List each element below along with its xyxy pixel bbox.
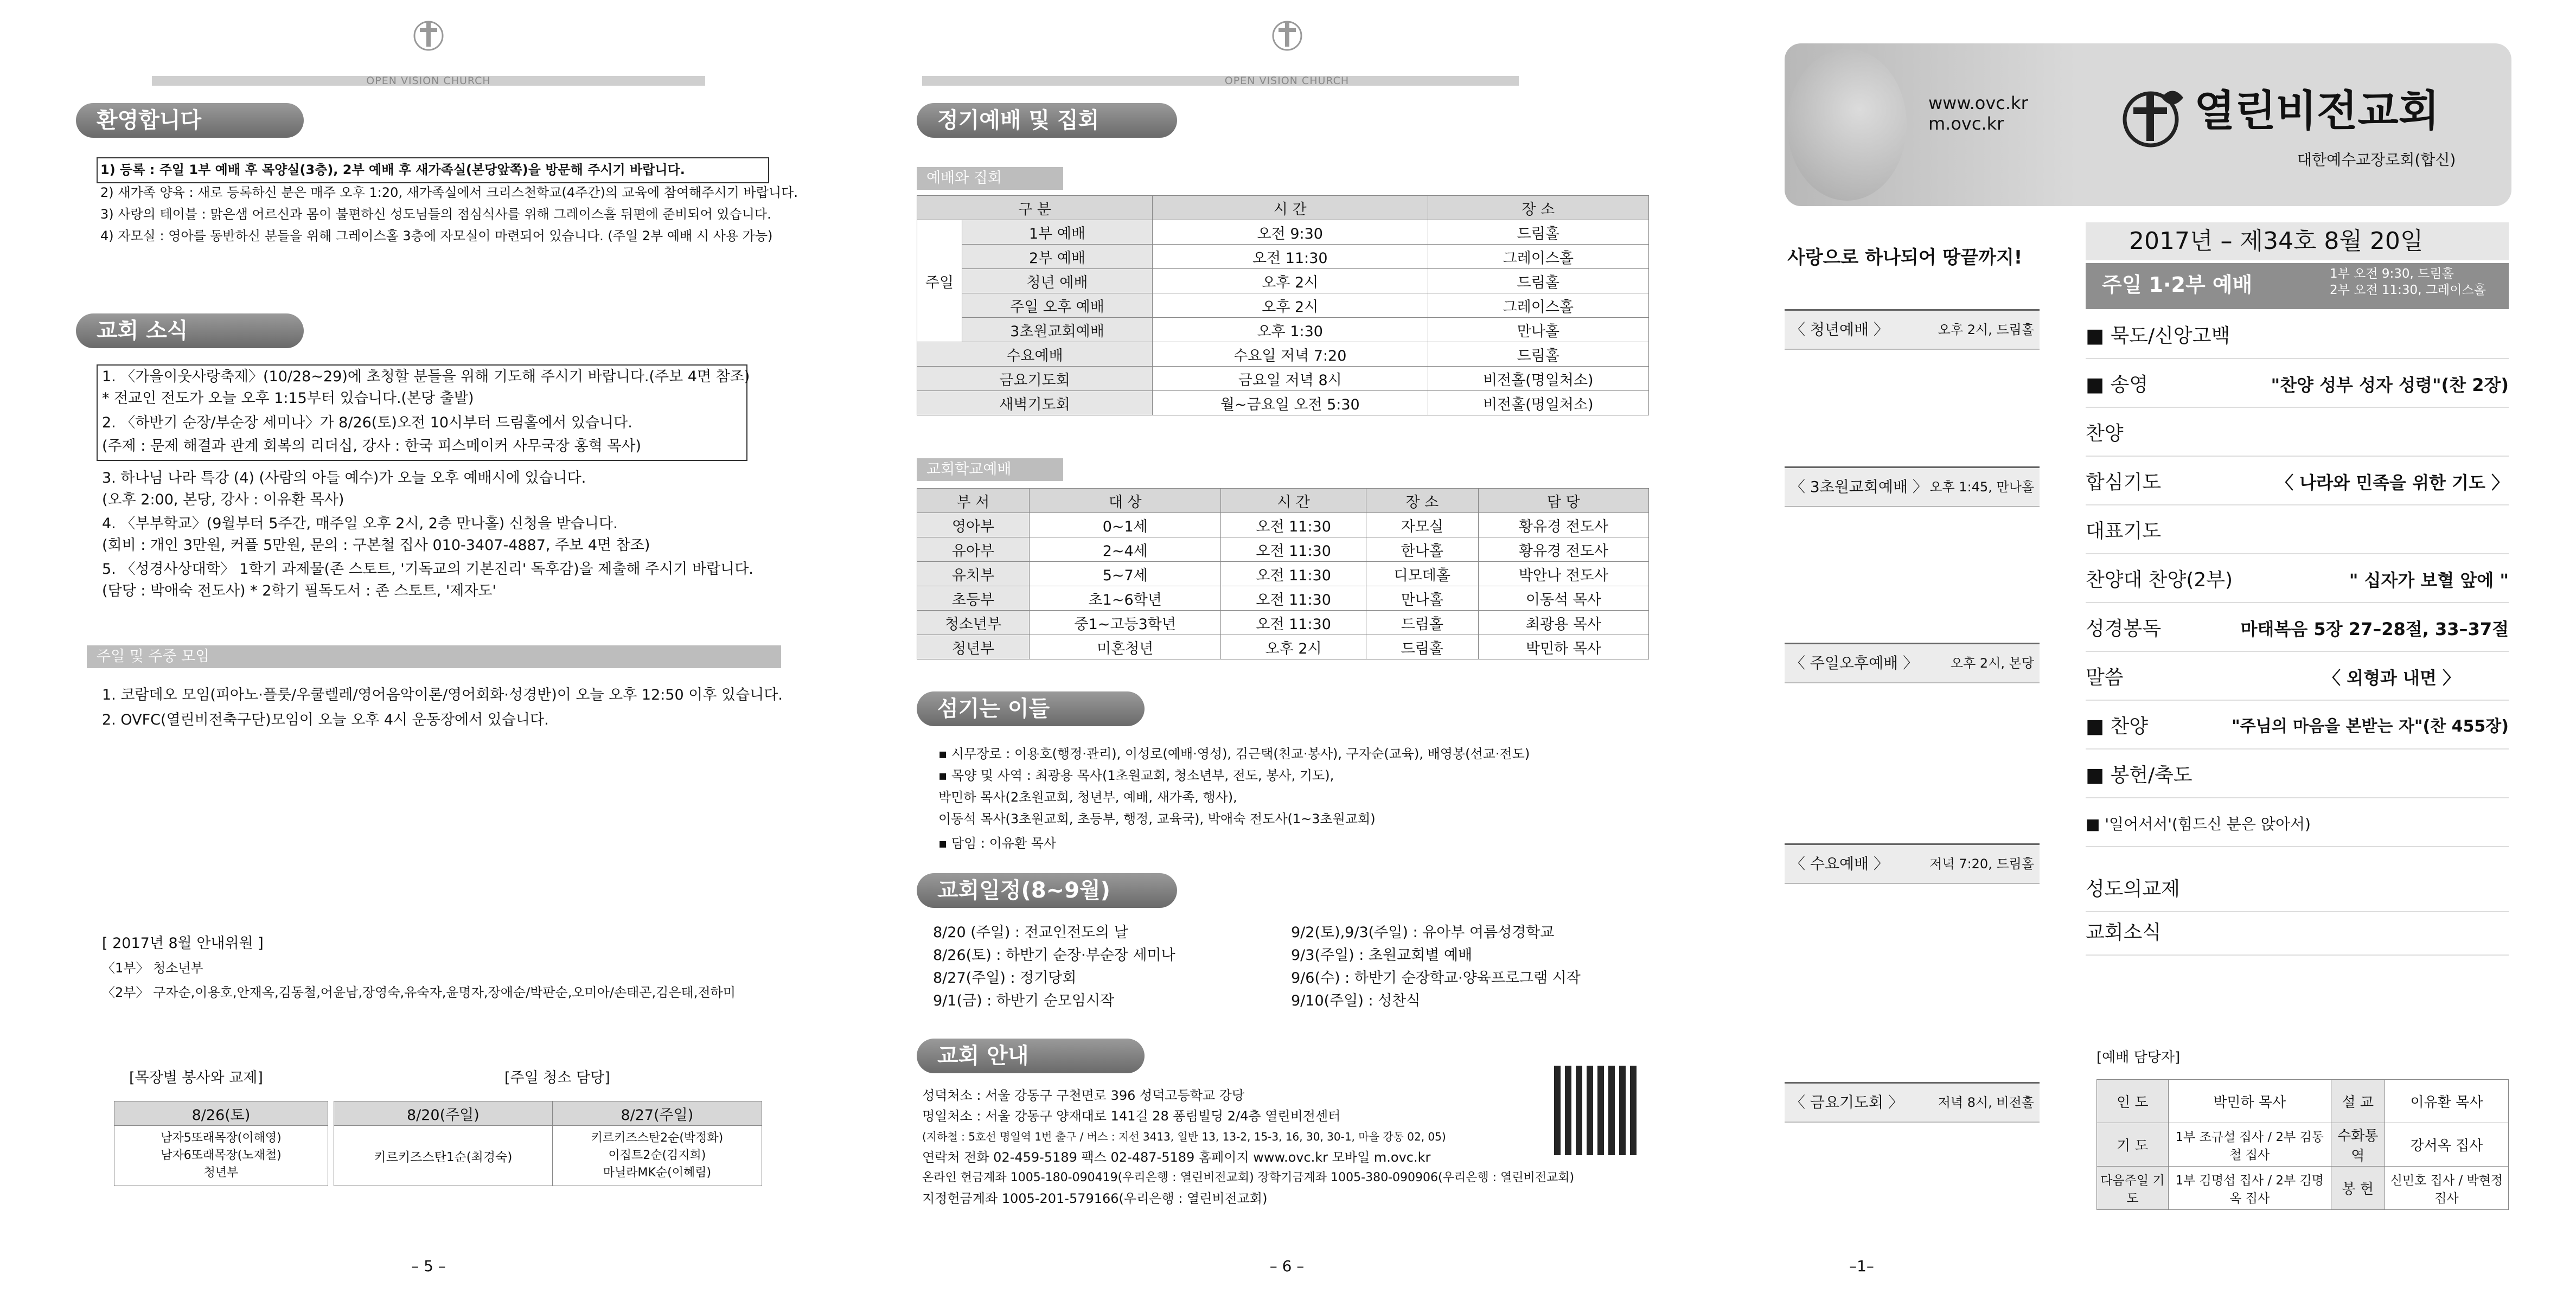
order-label: 대표기도 (2086, 520, 2162, 542)
clean-table (334, 1101, 762, 1186)
worship-name: 수요예배 (917, 342, 1153, 367)
order-label: 찬양 (2086, 422, 2124, 445)
schedule-left-3: 8/27(주일) : 정기당회 (933, 970, 1077, 986)
school-subtitle: 교회학교예배 (917, 458, 1063, 481)
section-youth (1785, 309, 2040, 350)
worship-place: 드림홀 (1428, 342, 1648, 367)
worship-place: 드림홀 (1428, 220, 1648, 245)
order-item (2086, 510, 2509, 554)
welcome-title: 환영합니다 (76, 103, 304, 138)
worship-head: 구 분 (917, 196, 1153, 220)
duty-table (2096, 1079, 2509, 1210)
order-item (2086, 363, 2509, 408)
running-header (0, 16, 857, 87)
sunday-label: 주일 (917, 220, 962, 342)
worship-name: 3초원교회예배 (962, 318, 1153, 342)
duty-person: 이유환 목사 (2385, 1080, 2508, 1123)
worship-time: 월~금요일 오전 5:30 (1153, 391, 1428, 415)
worship-head: 시 간 (1153, 196, 1428, 220)
worship-name: 금요기도회 (917, 367, 1153, 391)
school-head: 대 상 (1029, 489, 1221, 513)
worship-time: 오후 2시 (1153, 293, 1428, 318)
issue-date: 2017년 – 제34호 8월 20일 (2129, 227, 2424, 255)
order-detail: 마태복음 5장 27–28절, 33–37절 (2240, 619, 2509, 639)
mobile-link[interactable]: m.ovc.kr (1928, 113, 2004, 134)
page-6 (857, 0, 1717, 1294)
duty-role: 인 도 (2097, 1080, 2169, 1123)
welcome-line-4: 4) 자모실 : 영아를 동반하신 분들을 위해 그레이스홀 3층에 자모실이 마련되어 있습니다. (주일 2부 예배 시 사용 가능) (100, 228, 773, 244)
page-number: –1– (1849, 1257, 1874, 1275)
school-table (917, 488, 1649, 659)
clean-cell-2 (552, 1126, 762, 1186)
order-item (2086, 705, 2509, 750)
moksa-date: 8/26(토) (114, 1101, 328, 1126)
school-cell: 오전 11:30 (1221, 611, 1366, 635)
page-5 (0, 0, 857, 1294)
info-line-4: 연락처 전화 02-459-5189 팩스 02-487-5189 홈페이지 www.ovc.kr 모바일 m.ovc.kr (922, 1150, 1431, 1165)
worship-name: 새벽기도회 (917, 391, 1153, 415)
section-title: 〈 수요예배 〉 (1790, 855, 1889, 873)
website-link[interactable]: www.ovc.kr (1928, 93, 2028, 113)
school-cell: 디모데홀 (1366, 562, 1478, 586)
service-label: 주일 1·2부 예배 (2102, 273, 2253, 297)
order-item (2086, 868, 2509, 912)
worship-place: 비전홀(명일처소) (1428, 367, 1648, 391)
section-when: 저녁 8시, 비전홀 (1938, 1095, 2034, 1110)
section-sunday-pm (1785, 643, 2040, 683)
school-cell: 0~1세 (1029, 513, 1221, 537)
school-cell: 오전 11:30 (1221, 537, 1366, 562)
schedule-left-1: 8/20 (주일) : 전교인전도의 날 (933, 924, 1128, 941)
worship-name: 2부 예배 (962, 245, 1153, 269)
order-item (2086, 315, 2509, 359)
news-line-7: 4. 〈부부학교〉(9월부터 5주간, 매주일 오후 2시, 2층 만나홀) 신청을 받습니다. (102, 515, 618, 532)
moksa-cell (114, 1126, 328, 1186)
section-when: 오후 2시, 드림홀 (1938, 322, 2034, 337)
order-label: ■ '일어서서'(힘드신 분은 앉아서) (2086, 815, 2311, 833)
news-line-6: (오후 2:00, 본당, 강사 : 이유환 목사) (102, 491, 344, 508)
section-wednesday (1785, 843, 2040, 884)
order-item (2086, 412, 2509, 457)
church-cross-icon (1265, 16, 1309, 54)
servers-line-3: 박민하 목사(2초원교회, 청년부, 예배, 새가족, 행사), (938, 790, 1237, 805)
duty-person: 강서옥 집사 (2385, 1123, 2508, 1167)
news-line-8: (회비 : 개인 3만원, 커플 5만원, 문의 : 구본철 집사 010-3407-4887, 주보 4면 참조) (102, 537, 650, 554)
duty-role: 기 도 (2097, 1123, 2169, 1167)
school-cell: 황유경 전도사 (1478, 513, 1648, 537)
worship-place: 비전홀(명일처소) (1428, 391, 1648, 415)
moksa-line: 남자5또래목장(이해영) (161, 1131, 282, 1145)
page-number: – 5 – (411, 1257, 446, 1275)
school-cell: 중1~고등3학년 (1029, 611, 1221, 635)
service-time-2: 2부 오전 11:30, 그레이스홀 (2330, 283, 2486, 297)
worship-time: 오후 1:30 (1153, 318, 1428, 342)
school-head: 부 서 (917, 489, 1030, 513)
section-when: 오후 1:45, 만나홀 (1929, 479, 2034, 495)
duty-role: 수화통역 (2331, 1123, 2385, 1167)
news-line-9: 5. 〈성경사상대학〉 1학기 과제물(존 스토트, '기독교의 기본진리' 독후감)을 제출해 주시기 바랍니다. (102, 561, 753, 578)
worship-time: 금요일 저녁 8시 (1153, 367, 1428, 391)
school-cell: 자모실 (1366, 513, 1478, 537)
order-label: ■ 묵도/신앙고백 (2086, 325, 2230, 347)
schedule-left-4: 9/1(금) : 하반기 순모임시작 (933, 992, 1115, 1009)
worship-head: 장 소 (1428, 196, 1648, 220)
order-item (2086, 754, 2509, 798)
section-friday (1785, 1082, 2040, 1123)
clean-line: 키르키즈스탄2순(박정화) (591, 1131, 724, 1145)
schedule-right-3: 9/6(수) : 하반기 순장학교·양육프로그램 시작 (1291, 970, 1581, 986)
info-line-2: 명일처소 : 서울 강동구 양재대로 141길 28 퐁림빌딩 2/4층 열린비전센터 (922, 1109, 1341, 1124)
school-cell: 청소년부 (917, 611, 1030, 635)
order-label: 성경봉독 (2086, 618, 2162, 640)
section-3chowon (1785, 466, 2040, 507)
section-when: 저녁 7:20, 드림홀 (1929, 856, 2034, 872)
school-cell: 이동석 목사 (1478, 586, 1648, 611)
order-item (2086, 803, 2509, 847)
guides-line-2: 〈2부〉 구자순,이용호,안재옥,김동철,어윤남,장영숙,유숙자,윤명자,장애순/박판순,오미아/손태곤,김은태,전하미 (102, 985, 736, 1000)
worship-place: 그레이스홀 (1428, 245, 1648, 269)
duty-title: [예배 담당자] (2096, 1049, 2181, 1066)
schedule-title: 교회일정(8~9월) (917, 873, 1177, 908)
gathering-line-1: 1. 코람데오 모임(피아노·플룻/우쿨렐레/영어음악이론/영어회화·성경반)이 오늘 오후 12:50 이후 있습니다. (102, 687, 783, 703)
page-1 (1717, 0, 2576, 1294)
brand-text: OPEN VISION CHURCH (366, 75, 491, 87)
school-cell: 드림홀 (1366, 635, 1478, 659)
school-cell: 오전 11:30 (1221, 562, 1366, 586)
welcome-line-2: 2) 새가족 양육 : 새로 등록하신 분은 매주 오후 1:20, 새가족실에서 크리스천학교(4주간)의 교육에 참여해주시기 바랍니다. (100, 185, 798, 200)
school-cell: 오전 11:30 (1221, 513, 1366, 537)
brand-text: OPEN VISION CHURCH (1224, 75, 1350, 87)
order-detail: 〈 외형과 내면 〉 (2323, 668, 2460, 688)
moksa-line: 청년부 (203, 1166, 239, 1180)
info-line-1: 성덕처소 : 서울 강동구 구천면로 396 성덕고등학교 강당 (922, 1088, 1245, 1103)
gathering-line-2: 2. OVFC(열린비전축구단)모임이 오늘 오후 4시 운동장에서 있습니다. (102, 712, 549, 728)
worship-time: 오전 11:30 (1153, 245, 1428, 269)
order-item (2086, 461, 2509, 505)
order-detail: "주님의 마음을 본받는 자"(찬 455장) (2232, 717, 2509, 736)
servers-line-1: ▪ 시무장로 : 이용호(행정·관리), 이성로(예배·영성), 김근택(친교·봉사), 구자순(교육), 배영봉(선교·전도) (938, 746, 1530, 761)
worship-place: 그레이스홀 (1428, 293, 1648, 318)
info-line-3: (지하철 : 5호선 명일역 1번 출구 / 버스 : 지선 3413, 일반 13, 13-2, 15-3, 16, 30, 30-1, 마을 강동 02, 05) (922, 1130, 1446, 1143)
section-title: 〈 청년예배 〉 (1790, 321, 1889, 338)
school-cell: 영아부 (917, 513, 1030, 537)
clean-head-1: 8/20(주일) (334, 1101, 553, 1126)
info-line-5: 온라인 헌금계좌 1005-180-090419(우리은행 : 열린비전교회) 장학기금계좌 1005-380-090906(우리은행 : 열린비전교회) (922, 1171, 1575, 1184)
school-cell: 오후 2시 (1221, 635, 1366, 659)
servers-line-4: 이동석 목사(3초원교회, 초등부, 행정, 교육국), 박애숙 전도사(1~3초원교회) (938, 811, 1376, 827)
globe-icon (1787, 49, 1907, 201)
school-cell: 5~7세 (1029, 562, 1221, 586)
page-number: – 6 – (1269, 1257, 1305, 1275)
guides-title: [ 2017년 8월 안내위원 ] (102, 935, 264, 952)
order-item (2086, 559, 2509, 603)
duty-person: 1부 조규설 집사 / 2부 김동철 집사 (2168, 1123, 2331, 1167)
order-label: ■ 송영 (2086, 374, 2149, 396)
running-header (857, 16, 1717, 87)
order-detail: 〈 나라와 민족을 위한 기도 〉 (2276, 472, 2509, 493)
welcome-line-3: 3) 사랑의 테이블 : 맑은샘 어르신과 몸이 불편하신 성도님들의 점심식사를 위해 그레이스홀 뒤편에 준비되어 있습니다. (100, 207, 771, 222)
clean-title: [주일 청소 담당] (504, 1069, 610, 1086)
news-line-3: 2. 〈하반기 순장/부순장 세미나〉가 8/26(토)오전 10시부터 드림홀에서 있습니다. (102, 414, 632, 431)
clean-head-2: 8/27(주일) (552, 1101, 762, 1126)
info-title: 교회 안내 (917, 1039, 1145, 1073)
school-cell: 초1~6학년 (1029, 586, 1221, 611)
schedule-right-2: 9/3(주일) : 초원교회별 예배 (1291, 947, 1473, 964)
school-cell: 오전 11:30 (1221, 586, 1366, 611)
school-head: 시 간 (1221, 489, 1366, 513)
school-cell: 박민하 목사 (1478, 635, 1648, 659)
worship-subtitle: 예배와 집회 (917, 167, 1063, 190)
school-cell: 드림홀 (1366, 611, 1478, 635)
news-line-2: * 전교인 전도가 오늘 오후 1:15부터 있습니다.(본당 출발) (102, 390, 474, 407)
section-title: 〈 3초원교회예배 〉 (1790, 478, 1928, 496)
school-cell: 만나홀 (1366, 586, 1478, 611)
worship-name: 청년 예배 (962, 269, 1153, 293)
service-time-1: 1부 오전 9:30, 드림홀 (2330, 267, 2454, 281)
clean-line: 마닐라MK순(이혜림) (603, 1166, 712, 1180)
school-cell: 박안나 전도사 (1478, 562, 1648, 586)
duty-role: 다음주일 기도 (2097, 1167, 2169, 1210)
church-name: 열린비전교회 (2194, 87, 2440, 136)
worship-time: 오후 2시 (1153, 269, 1428, 293)
section-title: 〈 금요기도회 〉 (1790, 1093, 1904, 1111)
clean-line: 이집트2순(김지희) (608, 1149, 706, 1162)
order-label: 성도의교제 (2086, 878, 2180, 900)
gathering-title: 주일 및 주중 모임 (87, 645, 781, 668)
duty-person: 신민호 집사 / 박현정 집사 (2385, 1167, 2508, 1210)
school-cell: 청년부 (917, 635, 1030, 659)
section-when: 오후 2시, 본당 (1950, 656, 2034, 671)
moksa-table (114, 1101, 328, 1186)
news-line-10: (담당 : 박애숙 전도사) * 2학기 필독도서 : 존 스토트, '제자도' (102, 582, 496, 599)
school-head: 장 소 (1366, 489, 1478, 513)
schedule-right-4: 9/10(주일) : 성찬식 (1291, 992, 1421, 1009)
worship-time: 수요일 저녁 7:20 (1153, 342, 1428, 367)
worship-table (917, 195, 1649, 415)
moksa-line: 남자6또래목장(노재철) (161, 1149, 282, 1162)
school-cell: 최광용 목사 (1478, 611, 1648, 635)
school-cell: 한나홀 (1366, 537, 1478, 562)
duty-person: 1부 김명섭 집사 / 2부 김명옥 집사 (2168, 1167, 2331, 1210)
guides-line-1: 〈1부〉 청소년부 (102, 960, 203, 976)
worship-name: 1부 예배 (962, 220, 1153, 245)
schedule-left-2: 8/26(토) : 하반기 순장·부순장 세미나 (933, 947, 1175, 964)
order-label: ■ 찬양 (2086, 715, 2149, 738)
church-cross-icon (407, 16, 450, 54)
school-cell: 미혼청년 (1029, 635, 1221, 659)
order-item (2086, 607, 2509, 652)
order-detail: "찬양 성부 성자 성령"(찬 2장) (2271, 375, 2509, 395)
worship-time: 오전 9:30 (1153, 220, 1428, 245)
welcome-line-1: 1) 등록 : 주일 1부 예배 후 목양실(3층), 2부 예배 후 새가족실(본당앞쪽)을 방문해 주시기 바랍니다. (100, 162, 685, 177)
worship-place: 드림홀 (1428, 269, 1648, 293)
news-title: 교회 소식 (76, 313, 304, 348)
news-line-4: (주제 : 문제 해결과 관계 회복의 리더십, 강사 : 한국 피스메이커 사무국장 홍혁 목사) (102, 438, 642, 454)
news-line-5: 3. 하나님 나라 특강 (4) (사람의 아들 예수)가 오늘 오후 예배시에 있습니다. (102, 470, 586, 486)
order-label: 찬양대 찬양(2부) (2086, 569, 2233, 591)
servers-title: 섬기는 이들 (917, 691, 1145, 726)
duty-role: 설 교 (2331, 1080, 2385, 1123)
servers-line-5: ▪ 담임 : 이유환 목사 (938, 836, 1057, 851)
order-label: 합심기도 (2086, 471, 2162, 494)
school-cell: 유치부 (917, 562, 1030, 586)
order-label: ■ 봉헌/축도 (2086, 764, 2193, 786)
schedule-right-1: 9/2(토),9/3(주일) : 유아부 여름성경학교 (1291, 924, 1555, 941)
church-logo-icon (2118, 81, 2189, 152)
school-head: 담 당 (1478, 489, 1648, 513)
moksa-title: [목장별 봉사와 교제] (129, 1069, 263, 1086)
school-cell: 황유경 전도사 (1478, 537, 1648, 562)
order-item (2086, 656, 2509, 701)
order-label: 말씀 (2086, 667, 2124, 689)
order-detail: " 십자가 보혈 앞에 " (2349, 570, 2509, 591)
news-line-1: 1. 〈가을이웃사랑축제〉(10/28~29)에 초청할 분들을 위해 기도해 주시기 바랍니다.(주보 4면 참조) (102, 368, 750, 385)
servers-line-2: ▪ 목양 및 사역 : 최광용 목사(1초원교회, 청소년부, 전도, 봉사, 기도), (938, 768, 1334, 783)
duty-role: 봉 헌 (2331, 1167, 2385, 1210)
duty-person: 박민하 목사 (2168, 1080, 2331, 1123)
qr-code-icon (1554, 1066, 1641, 1155)
worship-name: 주일 오후 예배 (962, 293, 1153, 318)
info-line-6: 지정헌금계좌 1005-201-579166(우리은행 : 열린비전교회) (922, 1191, 1268, 1206)
clean-cell-1: 키르키즈스탄1순(최경숙) (334, 1126, 553, 1186)
worship-title: 정기예배 및 집회 (917, 103, 1177, 138)
order-item (2086, 911, 2509, 956)
school-cell: 초등부 (917, 586, 1030, 611)
section-title: 〈 주일오후예배 〉 (1790, 654, 1919, 672)
motto: 사랑으로 하나되어 땅끝까지! (1787, 247, 2023, 268)
school-cell: 유아부 (917, 537, 1030, 562)
school-cell: 2~4세 (1029, 537, 1221, 562)
worship-place: 만나홀 (1428, 318, 1648, 342)
denomination: 대한예수교장로회(합신) (2297, 151, 2456, 169)
order-label: 교회소식 (2086, 921, 2162, 944)
